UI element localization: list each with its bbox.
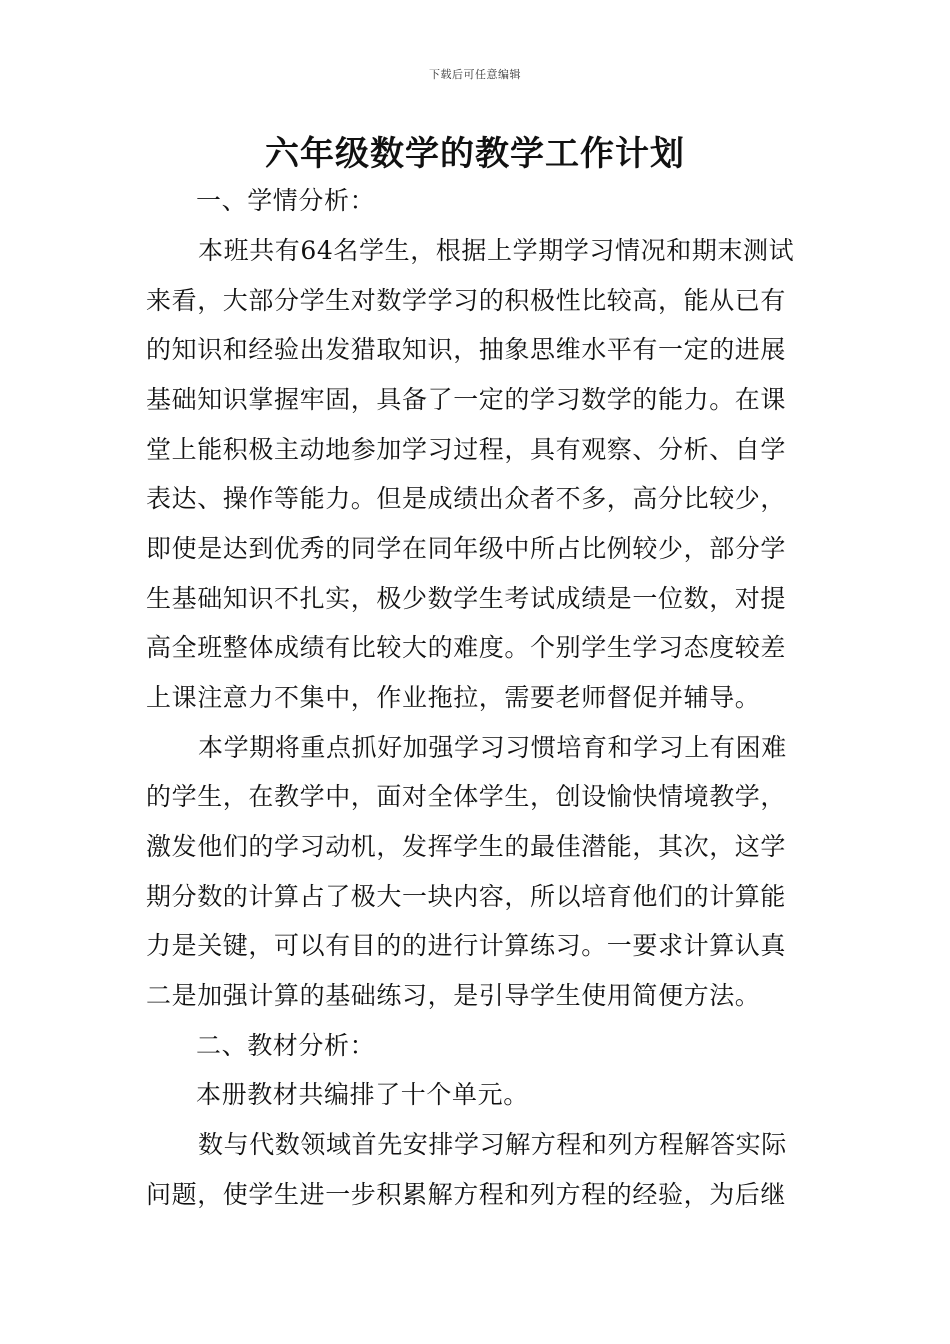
text-line: 基础知识掌握牢固，具备了一定的学习数学的能力。在课 bbox=[146, 385, 787, 414]
document-title: 六年级数学的教学工作计划 bbox=[265, 134, 685, 174]
section-heading-2: 二、教材分析： bbox=[196, 1031, 376, 1060]
text-line: 来看，大部分学生对数学学习的积极性比较高，能从已有 bbox=[146, 286, 787, 315]
text-line: 二是加强计算的基础练习，是引导学生使用简便方法。 bbox=[146, 981, 761, 1010]
header-note: 下载后可任意编辑 bbox=[429, 68, 521, 81]
text-line: 的知识和经验出发猎取知识，抽象思维水平有一定的进展 bbox=[146, 335, 787, 364]
text-line: 力是关键，可以有目的的进行计算练习。一要求计算认真 bbox=[146, 931, 787, 960]
section-heading-1: 一、学情分析： bbox=[196, 186, 376, 215]
text-line: 本学期将重点抓好加强学习习惯培育和学习上有困难 bbox=[198, 733, 787, 762]
text-line: 堂上能积极主动地参加学习过程，具有观察、分析、自学 bbox=[146, 435, 787, 464]
text-line: 的学生，在教学中，面对全体学生，创设愉快情境教学， bbox=[146, 782, 787, 811]
text-line: 数与代数领域首先安排学习解方程和列方程解答实际 bbox=[198, 1130, 787, 1159]
text-line: 激发他们的学习动机，发挥学生的最佳潜能，其次，这学 bbox=[146, 832, 787, 861]
text-line: 表达、操作等能力。但是成绩出众者不多，高分比较少， bbox=[146, 484, 787, 513]
text-line: 高全班整体成绩有比较大的难度。个别学生学习态度较差 bbox=[146, 633, 787, 662]
text-line: 本班共有64名学生，根据上学期学习情况和期末测试 bbox=[198, 236, 795, 265]
text-line: 期分数的计算占了极大一块内容，所以培育他们的计算能 bbox=[146, 882, 787, 911]
text-line: 问题，使学生进一步积累解方程和列方程的经验，为后继 bbox=[146, 1180, 787, 1209]
text-line: 本册教材共编排了十个单元。 bbox=[196, 1080, 529, 1109]
text-line: 上课注意力不集中，作业拖拉，需要老师督促并辅导。 bbox=[146, 683, 761, 712]
text-line: 生基础知识不扎实，极少数学生考试成绩是一位数，对提 bbox=[146, 584, 787, 613]
text-line: 即使是达到优秀的同学在同年级中所占比例较少，部分学 bbox=[146, 534, 787, 563]
